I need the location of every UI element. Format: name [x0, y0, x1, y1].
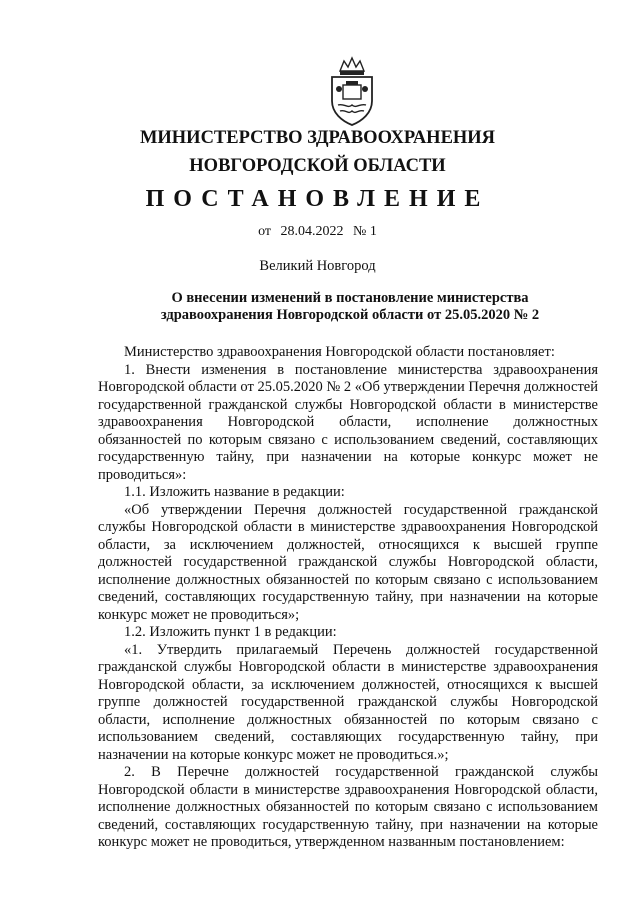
document-subject: [110, 290, 590, 324]
coat-of-arms-emblem: [326, 55, 378, 127]
paragraph-intro: Министерство здравоохранения Новгородской области постановляет:: [124, 344, 555, 360]
paragraph-item-1-1: 1.1. Изложить название в редакции:: [124, 484, 345, 500]
document-body: [98, 344, 598, 852]
paragraph-item-1-1-text: «Об утверждении Перечня должностей государственной гражданской службы Новгородской области в министерстве здравоохранения Новгородской области, за исключением должностей, относящихся к высшей группе должностей государственной гражданской службы Новгородской области, исполнение должностных обязанностей по которым связано с использованием сведений, составляющих государственную тайну, при назначении на которые конкурс может не проводиться»;: [98, 501, 598, 623]
org-name-line2: НОВГОРОДСКОЙ ОБЛАСТИ: [189, 156, 446, 176]
subject-line2: здравоохранения Новгородской области от 25.05.2020 № 2: [160, 307, 540, 323]
document-number: № 1: [353, 224, 377, 239]
paragraph-item-1-2-text: «1. Утвердить прилагаемый Перечень должностей государственной гражданской службы Новгородской области в министерстве здравоохранения Новгородской области, за исключением должностей, относящихся к высшей группе должностей государственной гражданской службы Новгородской области, исполнение должностных обязанностей по которым связано с использованием сведений, составляющих государственную тайну, при назначении на которые конкурс может не проводиться.»;: [98, 641, 598, 763]
document-type-title: ПОСТАНОВЛЕНИЕ: [145, 186, 490, 212]
paragraph-item-1: 1. Внести изменения в постановление министерства здравоохранения Новгородской области от 25.05.2020 № 2 «Об утверждении Перечня должностей государственной гражданской службы Новгородской области в министерстве здравоохранения Новгородской области, исполнение должностных обязанностей по которым связано с использованием сведений, составляющих государственную тайну, при назначении на которые конкурс может не проводиться»:: [98, 361, 598, 483]
subject-line1: О внесении изменений в постановление министерства: [171, 290, 529, 306]
paragraph-item-1-2: 1.2. Изложить пункт 1 в редакции:: [124, 624, 337, 640]
city-name: Великий Новгород: [259, 258, 376, 274]
date-line: [0, 224, 635, 240]
org-name-line1: МИНИСТЕРСТВО ЗДРАВООХРАНЕНИЯ: [139, 128, 496, 148]
document-date: 28.04.2022: [280, 224, 344, 239]
date-prefix: от: [258, 224, 272, 239]
paragraph-item-2: 2. В Перечне должностей государственной гражданской службы Новгородской области в министерстве здравоохранения Новгородской области, исполнение должностных обязанностей по которым связано с использованием сведений, составляющих государственную тайну, при назначении на которые конкурс может не проводиться, утвержденном названным постановлением:: [98, 764, 598, 850]
